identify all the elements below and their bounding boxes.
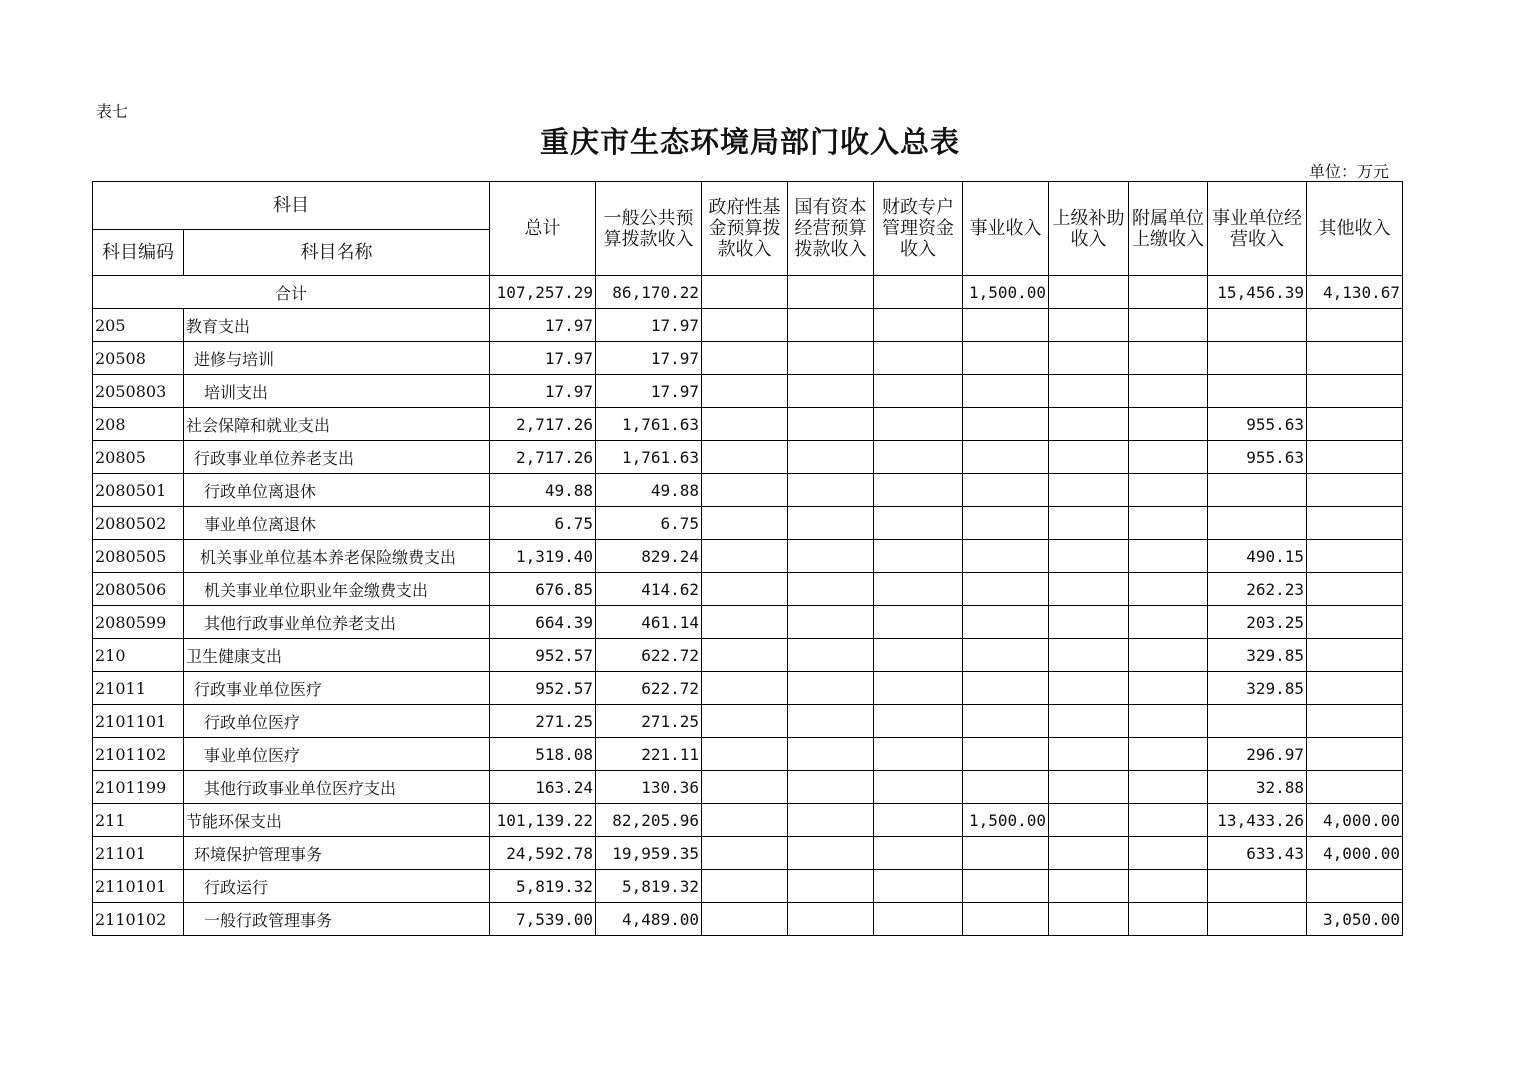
cell-business-income bbox=[963, 540, 1049, 573]
cell-business-income bbox=[963, 441, 1049, 474]
cell-operating-income: 955.63 bbox=[1208, 441, 1307, 474]
cell-state-capital bbox=[788, 507, 874, 540]
subject-name: 行政运行 bbox=[184, 870, 490, 903]
subject-code: 2101101 bbox=[93, 705, 184, 738]
subject-code: 210 bbox=[93, 639, 184, 672]
cell-affiliate-income bbox=[1129, 441, 1208, 474]
subject-code: 20805 bbox=[93, 441, 184, 474]
cell-operating-income: 203.25 bbox=[1208, 606, 1307, 639]
cell-business-income bbox=[963, 375, 1049, 408]
cell-other-income bbox=[1307, 474, 1403, 507]
cell-operating-income bbox=[1208, 342, 1307, 375]
table-row bbox=[93, 441, 1403, 474]
cell-general-budget: 130.36 bbox=[596, 771, 702, 804]
cell-state-capital bbox=[788, 672, 874, 705]
subject-name: 其他行政事业单位养老支出 bbox=[184, 606, 490, 639]
cell-general-budget: 461.14 bbox=[596, 606, 702, 639]
cell-superior-subsidy bbox=[1049, 837, 1129, 870]
cell-other-income bbox=[1307, 606, 1403, 639]
cell-superior-subsidy bbox=[1049, 870, 1129, 903]
subject-name: 机关事业单位职业年金缴费支出 bbox=[184, 573, 490, 606]
subject-code: 211 bbox=[93, 804, 184, 837]
cell-business-income bbox=[963, 705, 1049, 738]
cell-total: 952.57 bbox=[490, 672, 596, 705]
cell-gov-fund bbox=[702, 738, 788, 771]
cell-operating-income: 262.23 bbox=[1208, 573, 1307, 606]
header-superior-subsidy: 上级补助收入 bbox=[1049, 182, 1129, 276]
cell-superior-subsidy bbox=[1049, 408, 1129, 441]
cell-total: 163.24 bbox=[490, 771, 596, 804]
header-affiliate-income: 附属单位上缴收入 bbox=[1129, 182, 1208, 276]
cell-fiscal-special bbox=[874, 441, 963, 474]
cell-other-income: 3,050.00 bbox=[1307, 903, 1403, 936]
subject-code: 208 bbox=[93, 408, 184, 441]
cell-gov-fund bbox=[702, 408, 788, 441]
cell-total: 49.88 bbox=[490, 474, 596, 507]
subject-name: 进修与培训 bbox=[184, 342, 490, 375]
cell-operating-income bbox=[1208, 903, 1307, 936]
table-body bbox=[93, 276, 1403, 936]
cell-affiliate-income bbox=[1129, 342, 1208, 375]
cell-general-budget: 5,819.32 bbox=[596, 870, 702, 903]
cell-total: 2,717.26 bbox=[490, 441, 596, 474]
cell-state-capital bbox=[788, 738, 874, 771]
cell-affiliate-income bbox=[1129, 837, 1208, 870]
cell-operating-income: 32.88 bbox=[1208, 771, 1307, 804]
subject-code: 2110101 bbox=[93, 870, 184, 903]
cell-affiliate-income bbox=[1129, 540, 1208, 573]
cell-superior-subsidy bbox=[1049, 342, 1129, 375]
subject-name: 行政单位医疗 bbox=[184, 705, 490, 738]
cell-superior-subsidy bbox=[1049, 606, 1129, 639]
table-row bbox=[93, 705, 1403, 738]
cell-state-capital bbox=[788, 870, 874, 903]
table-row bbox=[93, 870, 1403, 903]
cell-general-budget: 271.25 bbox=[596, 705, 702, 738]
cell-fiscal-special bbox=[874, 309, 963, 342]
summary-gov-fund bbox=[702, 276, 788, 309]
cell-gov-fund bbox=[702, 903, 788, 936]
cell-other-income: 4,000.00 bbox=[1307, 837, 1403, 870]
summary-state-capital bbox=[788, 276, 874, 309]
cell-other-income bbox=[1307, 441, 1403, 474]
cell-other-income bbox=[1307, 870, 1403, 903]
cell-total: 952.57 bbox=[490, 639, 596, 672]
cell-total: 17.97 bbox=[490, 342, 596, 375]
cell-superior-subsidy bbox=[1049, 309, 1129, 342]
cell-general-budget: 17.97 bbox=[596, 342, 702, 375]
table-row bbox=[93, 540, 1403, 573]
header-subject: 科目 bbox=[93, 182, 490, 230]
subject-name: 节能环保支出 bbox=[184, 804, 490, 837]
table-row bbox=[93, 507, 1403, 540]
cell-total: 101,139.22 bbox=[490, 804, 596, 837]
table-row bbox=[93, 771, 1403, 804]
cell-state-capital bbox=[788, 375, 874, 408]
cell-state-capital bbox=[788, 309, 874, 342]
table-row bbox=[93, 804, 1403, 837]
cell-fiscal-special bbox=[874, 606, 963, 639]
cell-superior-subsidy bbox=[1049, 672, 1129, 705]
table-row bbox=[93, 342, 1403, 375]
cell-gov-fund bbox=[702, 837, 788, 870]
cell-affiliate-income bbox=[1129, 672, 1208, 705]
cell-general-budget: 6.75 bbox=[596, 507, 702, 540]
summary-fiscal-special bbox=[874, 276, 963, 309]
subject-code: 2101102 bbox=[93, 738, 184, 771]
table-row bbox=[93, 474, 1403, 507]
cell-operating-income bbox=[1208, 474, 1307, 507]
table-row bbox=[93, 606, 1403, 639]
cell-business-income bbox=[963, 903, 1049, 936]
summary-superior-subsidy bbox=[1049, 276, 1129, 309]
cell-business-income bbox=[963, 738, 1049, 771]
cell-state-capital bbox=[788, 540, 874, 573]
cell-operating-income: 13,433.26 bbox=[1208, 804, 1307, 837]
cell-fiscal-special bbox=[874, 705, 963, 738]
cell-other-income: 4,000.00 bbox=[1307, 804, 1403, 837]
header-operating-income: 事业单位经营收入 bbox=[1208, 182, 1307, 276]
cell-general-budget: 17.97 bbox=[596, 309, 702, 342]
cell-general-budget: 1,761.63 bbox=[596, 441, 702, 474]
cell-fiscal-special bbox=[874, 573, 963, 606]
subject-code: 2110102 bbox=[93, 903, 184, 936]
cell-fiscal-special bbox=[874, 342, 963, 375]
cell-fiscal-special bbox=[874, 507, 963, 540]
cell-affiliate-income bbox=[1129, 408, 1208, 441]
subject-name: 一般行政管理事务 bbox=[184, 903, 490, 936]
header-name: 科目名称 bbox=[184, 230, 490, 276]
cell-business-income bbox=[963, 870, 1049, 903]
cell-fiscal-special bbox=[874, 408, 963, 441]
cell-superior-subsidy bbox=[1049, 804, 1129, 837]
cell-other-income bbox=[1307, 639, 1403, 672]
cell-total: 24,592.78 bbox=[490, 837, 596, 870]
cell-other-income bbox=[1307, 705, 1403, 738]
cell-superior-subsidy bbox=[1049, 507, 1129, 540]
cell-operating-income: 955.63 bbox=[1208, 408, 1307, 441]
header-fiscal-special: 财政专户管理资金收入 bbox=[874, 182, 963, 276]
cell-fiscal-special bbox=[874, 672, 963, 705]
cell-state-capital bbox=[788, 639, 874, 672]
cell-fiscal-special bbox=[874, 771, 963, 804]
subject-code: 205 bbox=[93, 309, 184, 342]
table-row bbox=[93, 573, 1403, 606]
subject-code: 2080599 bbox=[93, 606, 184, 639]
subject-code: 2050803 bbox=[93, 375, 184, 408]
cell-other-income bbox=[1307, 408, 1403, 441]
summary-business-income: 1,500.00 bbox=[963, 276, 1049, 309]
cell-total: 664.39 bbox=[490, 606, 596, 639]
cell-operating-income: 490.15 bbox=[1208, 540, 1307, 573]
cell-affiliate-income bbox=[1129, 375, 1208, 408]
cell-state-capital bbox=[788, 342, 874, 375]
subject-code: 21011 bbox=[93, 672, 184, 705]
cell-total: 7,539.00 bbox=[490, 903, 596, 936]
cell-general-budget: 622.72 bbox=[596, 639, 702, 672]
cell-superior-subsidy bbox=[1049, 705, 1129, 738]
cell-state-capital bbox=[788, 408, 874, 441]
cell-operating-income bbox=[1208, 375, 1307, 408]
subject-name: 行政单位离退休 bbox=[184, 474, 490, 507]
cell-gov-fund bbox=[702, 639, 788, 672]
table-number-label: 表七 bbox=[96, 102, 129, 121]
cell-business-income bbox=[963, 837, 1049, 870]
summary-affiliate-income bbox=[1129, 276, 1208, 309]
cell-affiliate-income bbox=[1129, 804, 1208, 837]
cell-fiscal-special bbox=[874, 639, 963, 672]
cell-total: 271.25 bbox=[490, 705, 596, 738]
cell-total: 676.85 bbox=[490, 573, 596, 606]
header-total: 总计 bbox=[490, 182, 596, 276]
cell-superior-subsidy bbox=[1049, 441, 1129, 474]
cell-general-budget: 1,761.63 bbox=[596, 408, 702, 441]
cell-general-budget: 82,205.96 bbox=[596, 804, 702, 837]
cell-superior-subsidy bbox=[1049, 639, 1129, 672]
cell-other-income bbox=[1307, 573, 1403, 606]
summary-general-budget: 86,170.22 bbox=[596, 276, 702, 309]
subject-name: 事业单位医疗 bbox=[184, 738, 490, 771]
table-row bbox=[93, 309, 1403, 342]
cell-total: 17.97 bbox=[490, 375, 596, 408]
cell-affiliate-income bbox=[1129, 573, 1208, 606]
cell-fiscal-special bbox=[874, 738, 963, 771]
cell-total: 518.08 bbox=[490, 738, 596, 771]
cell-gov-fund bbox=[702, 870, 788, 903]
cell-other-income bbox=[1307, 738, 1403, 771]
cell-business-income bbox=[963, 606, 1049, 639]
header-state-capital: 国有资本经营预算拨款收入 bbox=[788, 182, 874, 276]
cell-general-budget: 622.72 bbox=[596, 672, 702, 705]
cell-other-income bbox=[1307, 342, 1403, 375]
subject-name: 事业单位离退休 bbox=[184, 507, 490, 540]
summary-label: 合计 bbox=[93, 276, 490, 309]
income-summary-table bbox=[92, 181, 1403, 936]
cell-affiliate-income bbox=[1129, 705, 1208, 738]
table-row bbox=[93, 903, 1403, 936]
cell-state-capital bbox=[788, 441, 874, 474]
cell-affiliate-income bbox=[1129, 738, 1208, 771]
subject-name: 卫生健康支出 bbox=[184, 639, 490, 672]
cell-state-capital bbox=[788, 804, 874, 837]
cell-affiliate-income bbox=[1129, 309, 1208, 342]
header-business-income: 事业收入 bbox=[963, 182, 1049, 276]
subject-name: 教育支出 bbox=[184, 309, 490, 342]
cell-fiscal-special bbox=[874, 375, 963, 408]
cell-gov-fund bbox=[702, 309, 788, 342]
subject-code: 20508 bbox=[93, 342, 184, 375]
table-row bbox=[93, 738, 1403, 771]
cell-business-income bbox=[963, 771, 1049, 804]
cell-general-budget: 221.11 bbox=[596, 738, 702, 771]
cell-business-income bbox=[963, 474, 1049, 507]
cell-superior-subsidy bbox=[1049, 573, 1129, 606]
cell-other-income bbox=[1307, 309, 1403, 342]
table-row bbox=[93, 639, 1403, 672]
cell-operating-income: 329.85 bbox=[1208, 639, 1307, 672]
summary-other-income: 4,130.67 bbox=[1307, 276, 1403, 309]
table-row bbox=[93, 672, 1403, 705]
cell-gov-fund bbox=[702, 375, 788, 408]
header-general-budget: 一般公共预算拨款收入 bbox=[596, 182, 702, 276]
subject-code: 2080501 bbox=[93, 474, 184, 507]
cell-gov-fund bbox=[702, 771, 788, 804]
cell-gov-fund bbox=[702, 573, 788, 606]
summary-total: 107,257.29 bbox=[490, 276, 596, 309]
cell-fiscal-special bbox=[874, 870, 963, 903]
header-other-income: 其他收入 bbox=[1307, 182, 1403, 276]
cell-business-income bbox=[963, 408, 1049, 441]
cell-superior-subsidy bbox=[1049, 738, 1129, 771]
cell-other-income bbox=[1307, 771, 1403, 804]
cell-state-capital bbox=[788, 903, 874, 936]
cell-general-budget: 17.97 bbox=[596, 375, 702, 408]
cell-business-income bbox=[963, 573, 1049, 606]
summary-row bbox=[93, 276, 1403, 309]
cell-other-income bbox=[1307, 375, 1403, 408]
cell-superior-subsidy bbox=[1049, 375, 1129, 408]
subject-code: 2080502 bbox=[93, 507, 184, 540]
cell-gov-fund bbox=[702, 606, 788, 639]
cell-state-capital bbox=[788, 771, 874, 804]
cell-affiliate-income bbox=[1129, 474, 1208, 507]
cell-business-income bbox=[963, 342, 1049, 375]
cell-fiscal-special bbox=[874, 837, 963, 870]
cell-state-capital bbox=[788, 837, 874, 870]
cell-gov-fund bbox=[702, 342, 788, 375]
cell-state-capital bbox=[788, 474, 874, 507]
cell-superior-subsidy bbox=[1049, 540, 1129, 573]
cell-operating-income bbox=[1208, 705, 1307, 738]
subject-name: 培训支出 bbox=[184, 375, 490, 408]
cell-business-income bbox=[963, 672, 1049, 705]
cell-business-income bbox=[963, 309, 1049, 342]
unit-label: 单位：万元 bbox=[1308, 162, 1389, 181]
table-row bbox=[93, 408, 1403, 441]
cell-affiliate-income bbox=[1129, 903, 1208, 936]
cell-superior-subsidy bbox=[1049, 474, 1129, 507]
summary-operating-income: 15,456.39 bbox=[1208, 276, 1307, 309]
cell-affiliate-income bbox=[1129, 639, 1208, 672]
cell-general-budget: 4,489.00 bbox=[596, 903, 702, 936]
table-row bbox=[93, 837, 1403, 870]
header-gov-fund: 政府性基金预算拨款收入 bbox=[702, 182, 788, 276]
subject-name: 行政事业单位养老支出 bbox=[184, 441, 490, 474]
cell-business-income bbox=[963, 507, 1049, 540]
page-title: 重庆市生态环境局部门收入总表 bbox=[539, 125, 960, 159]
subject-name: 社会保障和就业支出 bbox=[184, 408, 490, 441]
subject-name: 环境保护管理事务 bbox=[184, 837, 490, 870]
cell-operating-income bbox=[1208, 507, 1307, 540]
subject-name: 机关事业单位基本养老保险缴费支出 bbox=[184, 540, 490, 573]
cell-gov-fund bbox=[702, 672, 788, 705]
cell-general-budget: 49.88 bbox=[596, 474, 702, 507]
cell-general-budget: 829.24 bbox=[596, 540, 702, 573]
cell-state-capital bbox=[788, 606, 874, 639]
cell-affiliate-income bbox=[1129, 606, 1208, 639]
cell-gov-fund bbox=[702, 441, 788, 474]
cell-operating-income: 296.97 bbox=[1208, 738, 1307, 771]
cell-operating-income: 329.85 bbox=[1208, 672, 1307, 705]
subject-code: 2101199 bbox=[93, 771, 184, 804]
cell-gov-fund bbox=[702, 705, 788, 738]
cell-total: 2,717.26 bbox=[490, 408, 596, 441]
cell-gov-fund bbox=[702, 474, 788, 507]
cell-state-capital bbox=[788, 573, 874, 606]
cell-total: 5,819.32 bbox=[490, 870, 596, 903]
cell-business-income bbox=[963, 639, 1049, 672]
subject-name: 其他行政事业单位医疗支出 bbox=[184, 771, 490, 804]
cell-total: 6.75 bbox=[490, 507, 596, 540]
subject-name: 行政事业单位医疗 bbox=[184, 672, 490, 705]
cell-superior-subsidy bbox=[1049, 903, 1129, 936]
cell-fiscal-special bbox=[874, 903, 963, 936]
cell-gov-fund bbox=[702, 540, 788, 573]
cell-operating-income bbox=[1208, 309, 1307, 342]
cell-affiliate-income bbox=[1129, 771, 1208, 804]
cell-operating-income bbox=[1208, 870, 1307, 903]
cell-general-budget: 414.62 bbox=[596, 573, 702, 606]
cell-gov-fund bbox=[702, 804, 788, 837]
cell-affiliate-income bbox=[1129, 870, 1208, 903]
subject-code: 21101 bbox=[93, 837, 184, 870]
cell-other-income bbox=[1307, 672, 1403, 705]
cell-gov-fund bbox=[702, 507, 788, 540]
cell-total: 17.97 bbox=[490, 309, 596, 342]
cell-state-capital bbox=[788, 705, 874, 738]
cell-affiliate-income bbox=[1129, 507, 1208, 540]
cell-operating-income: 633.43 bbox=[1208, 837, 1307, 870]
subject-code: 2080505 bbox=[93, 540, 184, 573]
cell-fiscal-special bbox=[874, 474, 963, 507]
table-row bbox=[93, 375, 1403, 408]
cell-total: 1,319.40 bbox=[490, 540, 596, 573]
cell-general-budget: 19,959.35 bbox=[596, 837, 702, 870]
subject-code: 2080506 bbox=[93, 573, 184, 606]
cell-fiscal-special bbox=[874, 540, 963, 573]
cell-other-income bbox=[1307, 507, 1403, 540]
cell-fiscal-special bbox=[874, 804, 963, 837]
cell-superior-subsidy bbox=[1049, 771, 1129, 804]
cell-other-income bbox=[1307, 540, 1403, 573]
cell-business-income: 1,500.00 bbox=[963, 804, 1049, 837]
header-code: 科目编码 bbox=[93, 230, 184, 276]
